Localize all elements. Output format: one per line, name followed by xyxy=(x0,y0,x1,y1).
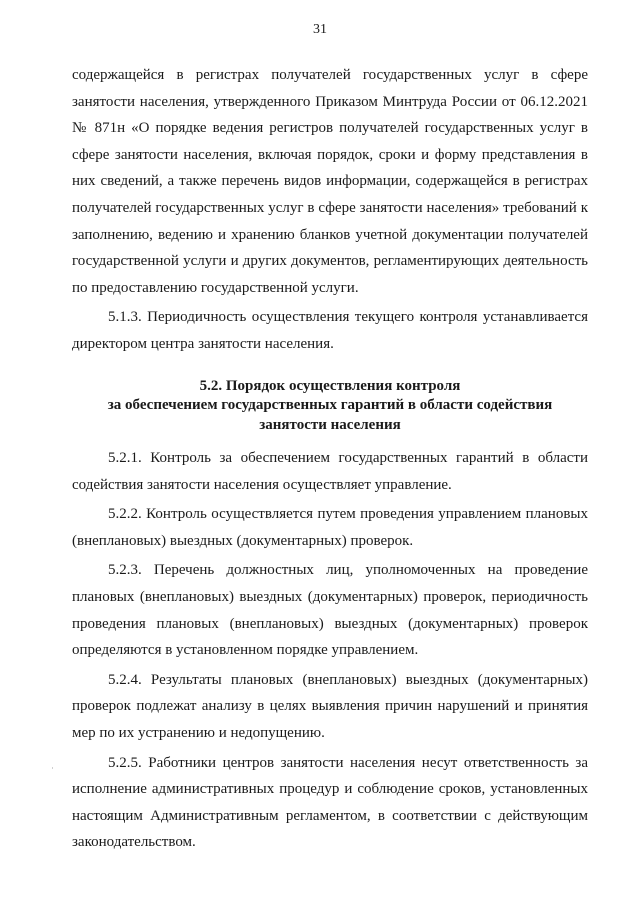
page-number: 31 xyxy=(313,22,327,37)
continuation-paragraph: содержащейся в регистрах получателей государственных услуг в сфере занятости населения, утвержденного Приказом Минтруда России от 06.12.2021 № 871н «О порядке ведения регистров получателей государственных услуг в сфере занятости населения, включая порядок, сроки и форму представления в них сведений, а также перечень видов информации, содержащейся в регистрах получателей государственных услуг в сфере занятости населения» требований к заполнению, ведению и хранению бланков учетной документации получателей государственной услуги и других документов, регламентирующих деятельность по предоставлению государственной услуги. xyxy=(72,67,588,296)
section-heading-5-2 xyxy=(72,377,588,436)
paragraph-5-2-4: 5.2.4. Результаты плановых (внеплановых) выездных (документарных) проверок подлежат анализу в целях выявления причин нарушений и принятия мер по их устранению и недопущению. xyxy=(72,671,588,741)
paragraph-5-2-3: 5.2.3. Перечень должностных лиц, уполномоченных на проведение плановых (внеплановых) выездных (документарных) проверок, периодичность проведения плановых (внеплановых) выездных (документарных) проверок определяются в установленном порядке управлением. xyxy=(72,562,588,659)
section-heading-line: 5.2. Порядок осуществления контроля xyxy=(199,377,461,394)
section-heading-line: занятости населения xyxy=(259,416,401,433)
scan-edge-mark xyxy=(52,767,53,769)
paragraph-5-2-2: 5.2.2. Контроль осуществляется путем проведения управлением плановых (внеплановых) выездных (документарных) проверок. xyxy=(72,506,588,549)
paragraph-5-1-3: 5.1.3. Периодичность осуществления текущего контроля устанавливается директором центра занятости населения. xyxy=(72,309,588,352)
paragraph-5-2-1: 5.2.1. Контроль за обеспечением государственных гарантий в области содействия занятости населения осуществляет управление. xyxy=(72,450,588,493)
document-body xyxy=(72,62,588,856)
section-heading-line: за обеспечением государственных гарантий в области содействия xyxy=(107,397,553,414)
paragraph-5-2-5: 5.2.5. Работники центров занятости населения несут ответственность за исполнение административных процедур и соблюдение сроков, установленных настоящим Административным регламентом, в соответствии с действующим законодательством. xyxy=(72,754,588,851)
